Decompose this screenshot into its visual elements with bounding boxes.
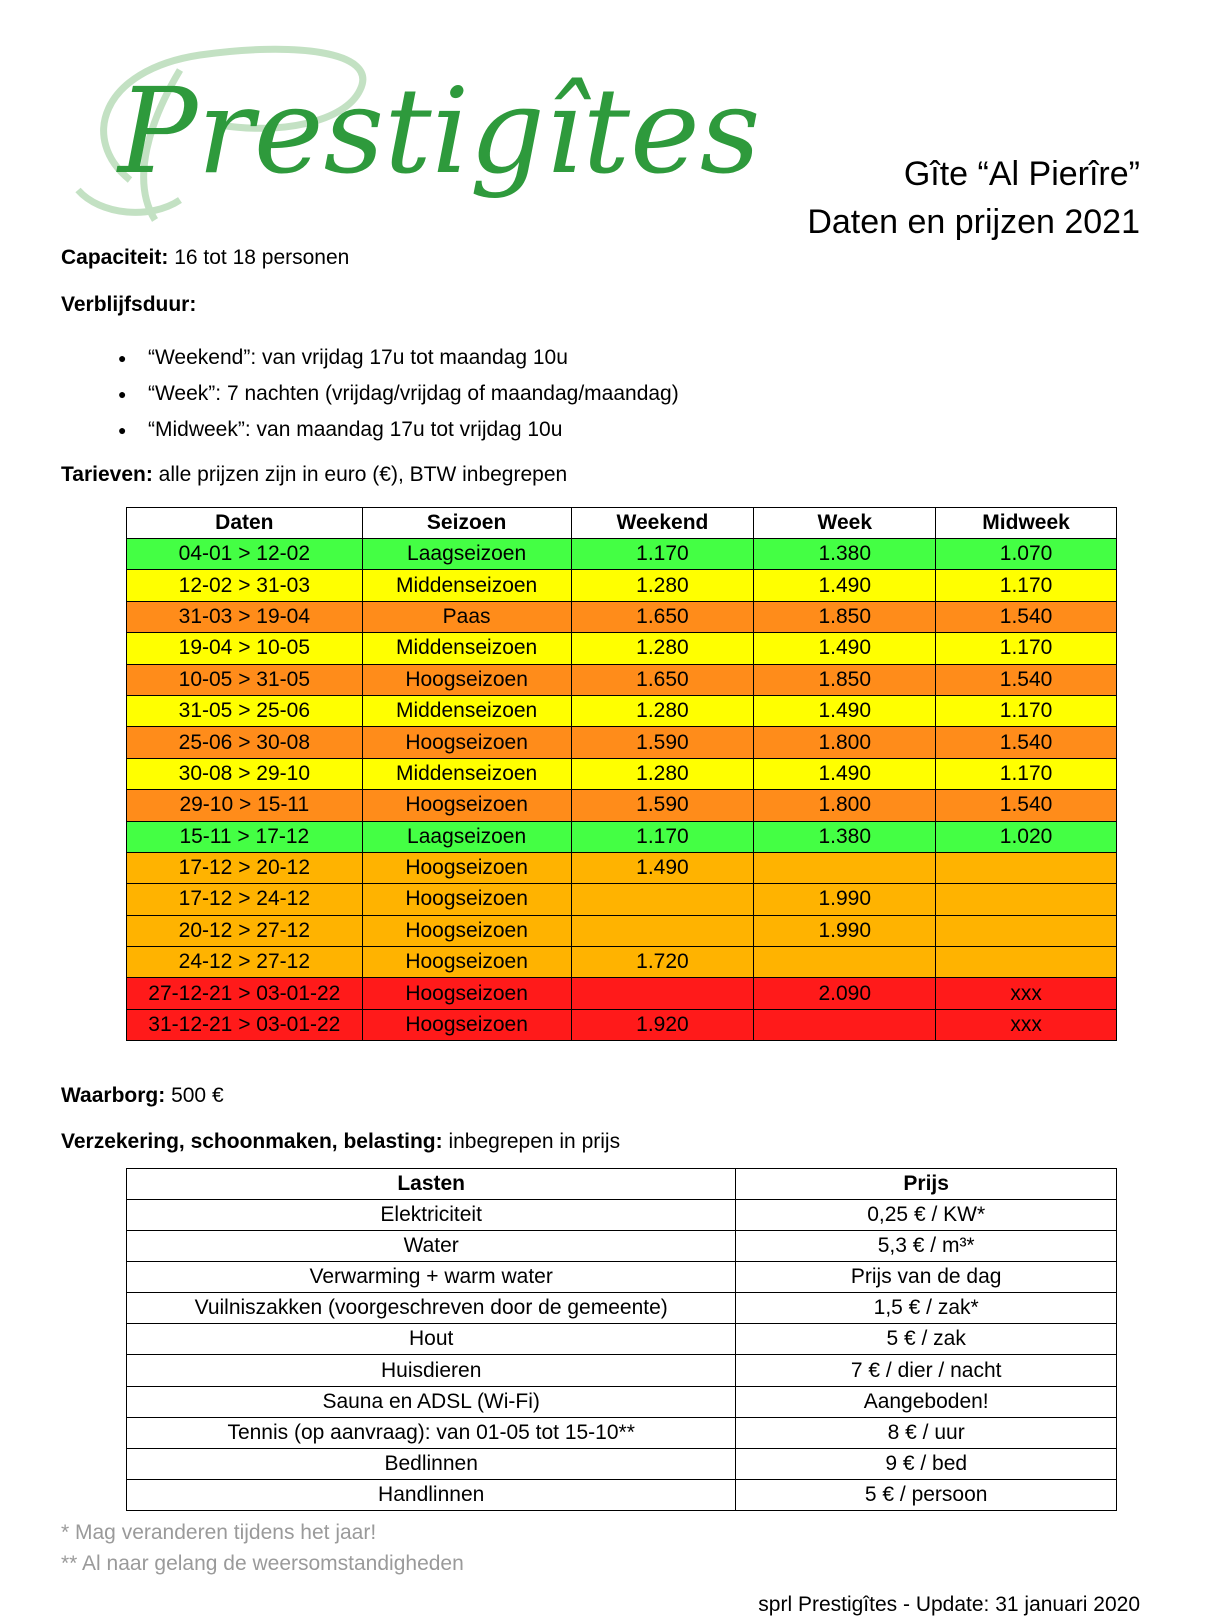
rate-cell: 25-06 > 30-08	[127, 727, 363, 758]
rate-cell: 17-12 > 20-12	[127, 852, 363, 883]
rate-cell: 1.650	[571, 664, 754, 695]
charge-item: Hout	[127, 1324, 736, 1355]
rate-cell: 2.090	[754, 978, 936, 1009]
rate-row	[127, 915, 1117, 946]
rate-cell: Middenseizoen	[362, 570, 571, 601]
rate-cell: 1.800	[754, 727, 936, 758]
rate-cell: 30-08 > 29-10	[127, 758, 363, 789]
dates-prices-title: Daten en prijzen 2021	[807, 203, 1140, 241]
rate-cell: 1.800	[754, 790, 936, 821]
capacity-value: 16 tot 18 personen	[168, 246, 350, 269]
rate-cell: Hoogseizoen	[362, 852, 571, 883]
rate-row	[127, 821, 1117, 852]
rate-cell: Hoogseizoen	[362, 915, 571, 946]
charge-price: 7 € / dier / nacht	[736, 1355, 1117, 1386]
rate-cell: 1.850	[754, 601, 936, 632]
charge-price: 0,25 € / KW*	[736, 1200, 1117, 1231]
rate-cell: 31-03 > 19-04	[127, 601, 363, 632]
rate-cell: Hoogseizoen	[362, 884, 571, 915]
rate-cell: 04-01 > 12-02	[127, 539, 363, 570]
rate-cell: 1.170	[936, 570, 1117, 601]
charge-price: 5 € / persoon	[736, 1479, 1117, 1510]
rate-cell: 1.280	[571, 758, 754, 789]
rate-cell: 1.650	[571, 601, 754, 632]
rate-cell: 1.280	[571, 570, 754, 601]
rate-cell: 1.850	[754, 664, 936, 695]
rate-cell: 20-12 > 27-12	[127, 915, 363, 946]
rate-cell: 1.380	[754, 821, 936, 852]
rate-cell: 1.540	[936, 664, 1117, 695]
rates-value: alle prijzen zijn in euro (€), BTW inbegrepen	[152, 463, 568, 486]
rate-cell: Hoogseizoen	[362, 664, 571, 695]
header-daten: Daten	[127, 508, 363, 539]
document-title	[807, 150, 1140, 246]
charge-row	[127, 1293, 1117, 1324]
rate-cell: 1.020	[936, 821, 1117, 852]
charge-item: Bedlinnen	[127, 1448, 736, 1479]
charge-item: Handlinnen	[127, 1479, 736, 1510]
rate-cell: 1.920	[571, 1009, 754, 1040]
rate-row	[127, 695, 1117, 726]
rate-cell: Laagseizoen	[362, 821, 571, 852]
rate-cell: 1.720	[571, 947, 754, 978]
charge-item: Huisdieren	[127, 1355, 736, 1386]
rate-cell: Hoogseizoen	[362, 1009, 571, 1040]
rate-row	[127, 601, 1117, 632]
rate-cell: 1.170	[571, 539, 754, 570]
stay-item-weekend: ● “Weekend”: van vrijdag 17u tot maandag 10u	[118, 340, 679, 376]
rate-cell	[754, 1009, 936, 1040]
rate-cell: xxx	[936, 978, 1117, 1009]
rate-cell: 10-05 > 31-05	[127, 664, 363, 695]
charge-item: Elektriciteit	[127, 1200, 736, 1231]
charges-header-row	[127, 1169, 1117, 1200]
rate-cell: 1.490	[754, 570, 936, 601]
deposit-line	[61, 1084, 224, 1108]
rate-cell	[571, 978, 754, 1009]
header-seizoen: Seizoen	[362, 508, 571, 539]
rate-row	[127, 1009, 1117, 1040]
charge-price: 9 € / bed	[736, 1448, 1117, 1479]
charge-price: 5 € / zak	[736, 1324, 1117, 1355]
rate-row	[127, 758, 1117, 789]
footnote-1: * Mag veranderen tijdens het jaar!	[61, 1521, 377, 1544]
rate-cell	[936, 947, 1117, 978]
stay-item-midweek: ● “Midweek”: van maandag 17u tot vrijdag 10u	[118, 412, 679, 448]
deposit-label: Waarborg:	[61, 1084, 166, 1107]
rate-row	[127, 727, 1117, 758]
rate-cell: Hoogseizoen	[362, 727, 571, 758]
rate-row	[127, 539, 1117, 570]
stay-list	[118, 340, 679, 448]
rate-cell: 1.280	[571, 633, 754, 664]
rate-cell	[754, 852, 936, 883]
rate-cell: 1.490	[754, 758, 936, 789]
rate-cell	[571, 884, 754, 915]
rate-cell: 19-04 > 10-05	[127, 633, 363, 664]
charge-row	[127, 1417, 1117, 1448]
rate-cell: 1.280	[571, 695, 754, 726]
rate-cell	[936, 915, 1117, 946]
charge-price: 8 € / uur	[736, 1417, 1117, 1448]
rate-cell: 12-02 > 31-03	[127, 570, 363, 601]
charge-row	[127, 1479, 1117, 1510]
rate-cell: 31-05 > 25-06	[127, 695, 363, 726]
rate-cell: Hoogseizoen	[362, 947, 571, 978]
insurance-value: inbegrepen in prijs	[442, 1130, 621, 1153]
rate-cell: 1.540	[936, 601, 1117, 632]
rate-cell: 1.490	[754, 695, 936, 726]
charge-row	[127, 1448, 1117, 1479]
rate-cell: Middenseizoen	[362, 758, 571, 789]
rates-label: Tarieven:	[61, 463, 153, 486]
logo-text: Prestigîtes	[118, 62, 761, 200]
rates-body	[127, 539, 1117, 1041]
rate-cell: Paas	[362, 601, 571, 632]
gite-name: Gîte “Al Pierîre”	[903, 155, 1140, 193]
rate-cell: 15-11 > 17-12	[127, 821, 363, 852]
charge-price: 5,3 € / m³*	[736, 1231, 1117, 1262]
rate-cell: 1.540	[936, 727, 1117, 758]
header-week: Week	[754, 508, 936, 539]
rate-cell: 1.990	[754, 915, 936, 946]
charge-price: 1,5 € / zak*	[736, 1293, 1117, 1324]
rate-row	[127, 664, 1117, 695]
update-line: sprl Prestigîtes - Update: 31 januari 2020	[758, 1593, 1140, 1616]
rate-cell: Hoogseizoen	[362, 978, 571, 1009]
stay-item-week: ● “Week”: 7 nachten (vrijdag/vrijdag of maandag/maandag)	[118, 376, 679, 412]
rate-cell: 1.170	[936, 695, 1117, 726]
charge-item: Sauna en ADSL (Wi-Fi)	[127, 1386, 736, 1417]
rate-row	[127, 884, 1117, 915]
rate-cell: 1.540	[936, 790, 1117, 821]
rate-cell: Middenseizoen	[362, 695, 571, 726]
rate-cell: 1.490	[754, 633, 936, 664]
header-prijs: Prijs	[736, 1169, 1117, 1200]
deposit-value: 500 €	[165, 1084, 224, 1107]
rate-cell	[571, 915, 754, 946]
rate-cell	[754, 947, 936, 978]
prestigites-logo	[60, 30, 761, 240]
charges-table	[126, 1168, 1117, 1511]
header-weekend: Weekend	[571, 508, 754, 539]
rate-row	[127, 852, 1117, 883]
rate-cell	[936, 884, 1117, 915]
insurance-line	[61, 1130, 620, 1154]
rate-cell: Laagseizoen	[362, 539, 571, 570]
rate-cell: 31-12-21 > 03-01-22	[127, 1009, 363, 1040]
rate-cell: xxx	[936, 1009, 1117, 1040]
charge-price: Prijs van de dag	[736, 1262, 1117, 1293]
rate-row	[127, 633, 1117, 664]
rate-cell: 1.590	[571, 790, 754, 821]
rate-cell: 1.990	[754, 884, 936, 915]
footnote-2: ** Al naar gelang de weersomstandigheden	[61, 1552, 464, 1575]
rate-cell: Hoogseizoen	[362, 790, 571, 821]
charge-item: Verwarming + warm water	[127, 1262, 736, 1293]
capacity-line	[61, 246, 349, 270]
rate-cell: 1.170	[936, 633, 1117, 664]
rates-table	[126, 507, 1117, 1041]
header-midweek: Midweek	[936, 508, 1117, 539]
rate-cell: 1.070	[936, 539, 1117, 570]
stay-heading	[61, 293, 196, 317]
rate-cell: 1.170	[936, 758, 1117, 789]
rate-cell: 27-12-21 > 03-01-22	[127, 978, 363, 1009]
rate-cell: 17-12 > 24-12	[127, 884, 363, 915]
rate-row	[127, 790, 1117, 821]
rate-cell	[936, 852, 1117, 883]
header-lasten: Lasten	[127, 1169, 736, 1200]
charge-item: Vuilniszakken (voorgeschreven door de gemeente)	[127, 1293, 736, 1324]
charge-row	[127, 1262, 1117, 1293]
rate-cell: 1.490	[571, 852, 754, 883]
charge-item: Tennis (op aanvraag): van 01-05 tot 15-10**	[127, 1417, 736, 1448]
rate-cell: 24-12 > 27-12	[127, 947, 363, 978]
rate-row	[127, 947, 1117, 978]
rate-cell: 1.380	[754, 539, 936, 570]
rate-cell: 29-10 > 15-11	[127, 790, 363, 821]
capacity-label: Capaciteit:	[61, 246, 169, 269]
rates-header-row	[127, 508, 1117, 539]
charge-item: Water	[127, 1231, 736, 1262]
rate-cell: Middenseizoen	[362, 633, 571, 664]
rate-cell: 1.590	[571, 727, 754, 758]
charge-row	[127, 1324, 1117, 1355]
rate-cell: 1.170	[571, 821, 754, 852]
charge-price: Aangeboden!	[736, 1386, 1117, 1417]
stay-label: Verblijfsduur:	[61, 293, 197, 316]
charge-row	[127, 1231, 1117, 1262]
insurance-label: Verzekering, schoonmaken, belasting:	[61, 1130, 443, 1153]
rates-intro	[61, 463, 567, 487]
charges-body	[127, 1200, 1117, 1511]
charge-row	[127, 1200, 1117, 1231]
rate-row	[127, 570, 1117, 601]
charge-row	[127, 1355, 1117, 1386]
rate-row	[127, 978, 1117, 1009]
charge-row	[127, 1386, 1117, 1417]
